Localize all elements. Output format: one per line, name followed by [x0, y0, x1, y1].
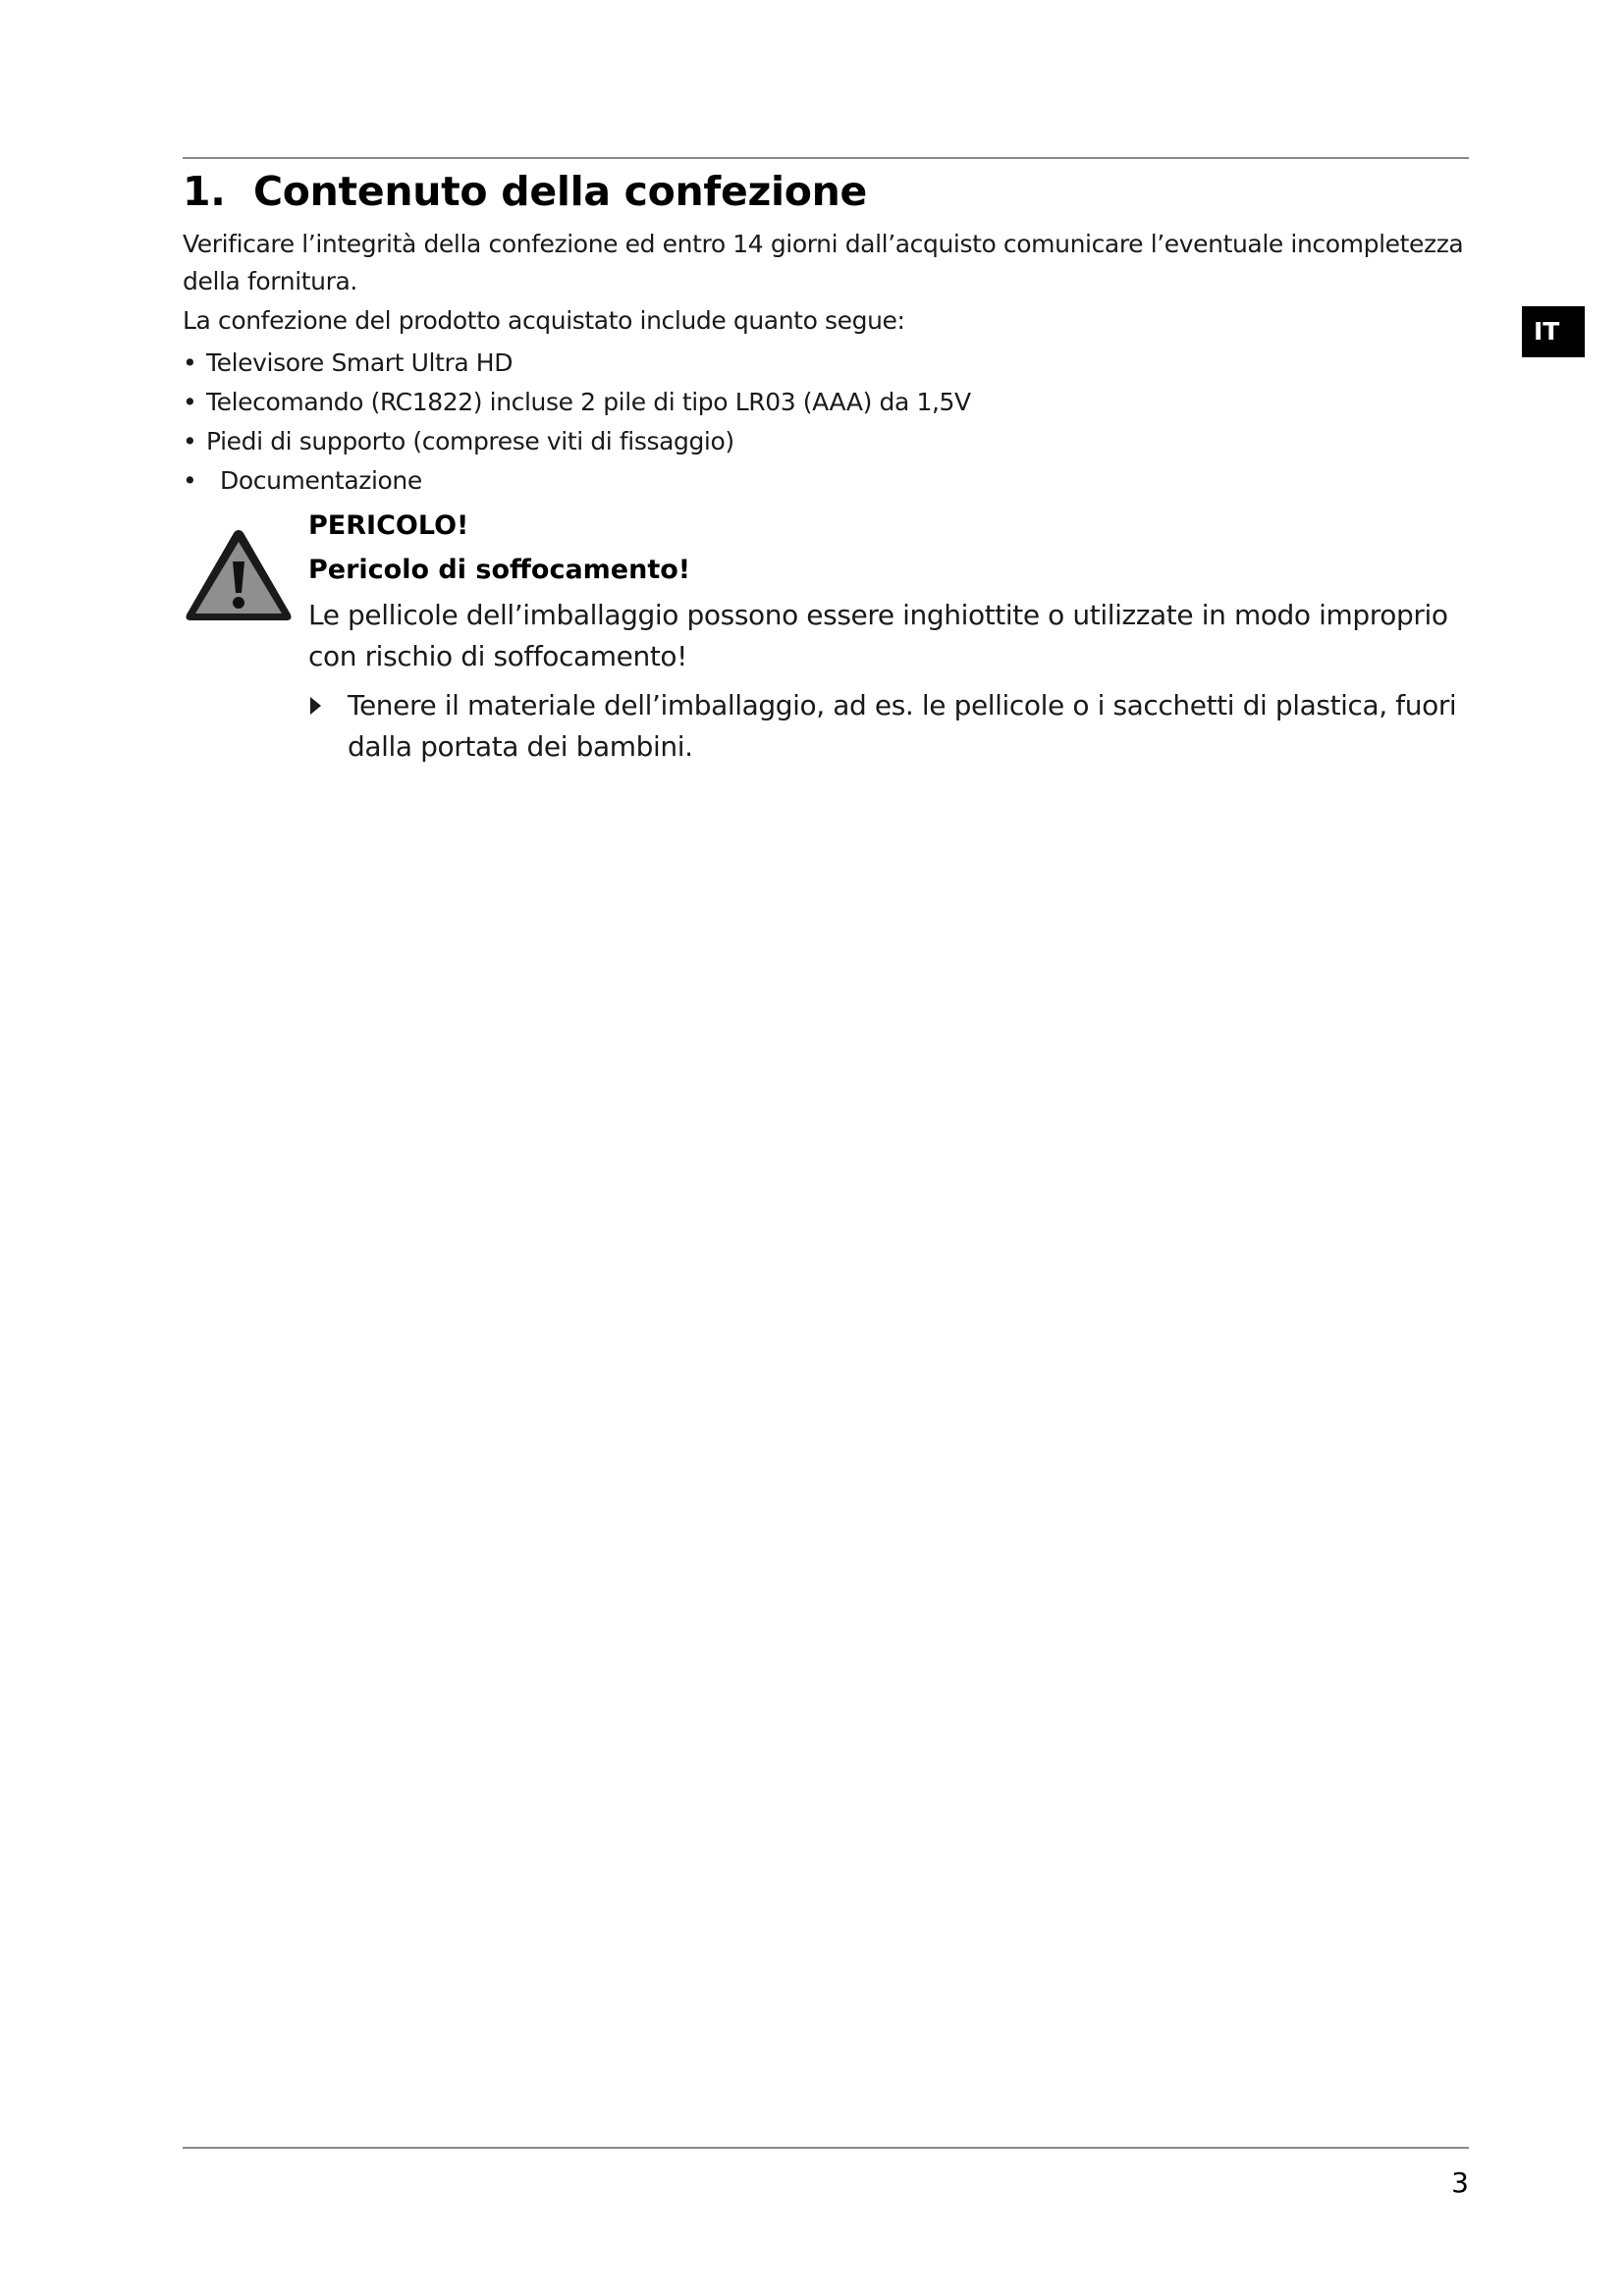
section-heading	[183, 163, 867, 220]
bullet: •	[183, 466, 197, 495]
warning-step	[308, 685, 1477, 768]
warning-text: Le pellicole dell’imballaggio possono essere inghiottite o utilizzate in modo improprio con rischio di soffocamento!	[308, 599, 1448, 672]
warning-subtitle: Pericolo di soffocamento!	[308, 555, 691, 585]
warning-signal-word: PERICOLO!	[308, 510, 469, 541]
section-title: Contenuto della confezione	[253, 168, 868, 215]
top-rule	[183, 157, 1469, 159]
bottom-rule	[183, 2147, 1469, 2149]
warning-box	[308, 505, 1477, 768]
warning-triangle-icon	[183, 526, 295, 624]
intro-text	[183, 226, 1479, 340]
bullet: •	[183, 388, 197, 416]
list-item: • Documentazione	[183, 461, 971, 501]
intro-paragraph-2: La confezione del prodotto acquistato include quanto segue:	[183, 306, 905, 335]
language-tab: IT	[1522, 306, 1585, 357]
list-item: • Piedi di supporto (comprese viti di fissaggio)	[183, 422, 971, 461]
list-item: • Telecomando (RC1822) incluse 2 pile di tipo LR03 (AAA) da 1,5V	[183, 383, 971, 422]
package-contents-list	[183, 344, 971, 501]
warning-step-text: Tenere il materiale dell’imballaggio, ad es. le pellicole o i sacchetti di plastica, fuori dalla portata dei bambini.	[348, 689, 1457, 763]
list-item: • Televisore Smart Ultra HD	[183, 344, 971, 383]
bullet: •	[183, 427, 197, 455]
bullet: •	[183, 348, 197, 377]
arrow-right-icon	[310, 697, 321, 715]
intro-paragraph-1: Verificare l’integrità della confezione ed entro 14 giorni dall’acquisto comunicare l’eventuale incompletezza della fornitura.	[183, 230, 1464, 295]
page-number: 3	[1451, 2166, 1469, 2199]
section-number: 1.	[183, 168, 226, 215]
